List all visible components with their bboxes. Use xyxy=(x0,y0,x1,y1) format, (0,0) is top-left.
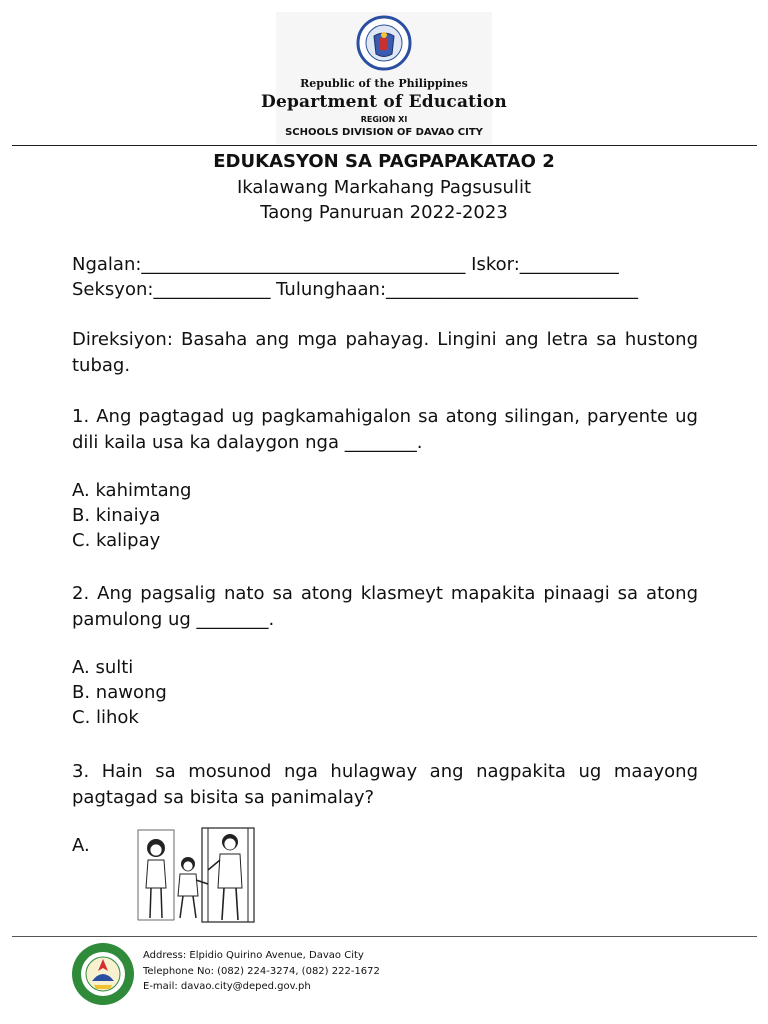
question-2-choice-a: A. sulti xyxy=(72,657,134,678)
republic-heading: Republic of the Philippines xyxy=(300,77,468,90)
footer-address: Address: Elpidio Quirino Avenue, Davao City xyxy=(143,950,364,961)
footer-divider xyxy=(12,936,757,937)
exam-title: Ikalawang Markahang Pagsusulit xyxy=(236,177,531,198)
question-2-choice-b: B. nawong xyxy=(72,682,167,703)
question-2: 2. Ang pagsalig nato sa atong klasmeyt mapakita pinaagi sa atong pamulong ug ________. xyxy=(72,583,698,630)
footer-email: E-mail: davao.city@deped.gov.ph xyxy=(143,981,311,992)
question-1: 1. Ang pagtagad ug pagkamahigalon sa atong silingan, paryente ug dili kaila usa ka dalaygon nga ________. xyxy=(72,406,698,453)
directions: Direksiyon: Basaha ang mga pahayag. Lingini ang letra sa hustong tubag. xyxy=(72,329,698,376)
visitor-greeting-illustration xyxy=(136,826,256,924)
name-score-line: Ngalan:____________________________________ Iskor:___________ xyxy=(72,254,619,275)
footer-telephone: Telephone No: (082) 224-3274, (082) 222-1672 xyxy=(143,966,380,977)
region-heading: REGION XI xyxy=(360,115,408,124)
question-3-choice-a: A. xyxy=(72,835,90,856)
header-divider xyxy=(12,145,757,146)
question-1-choice-a: A. kahimtang xyxy=(72,480,192,501)
question-3: 3. Hain sa mosunod nga hulagway ang nagpakita ug maayong pagtagad sa bisita sa panimalay? xyxy=(72,761,698,808)
davao-division-seal-icon xyxy=(70,941,136,1007)
question-1-choice-b: B. kinaiya xyxy=(72,505,161,526)
section-teacher-line: Seksyon:_____________ Tulunghaan:____________________________ xyxy=(72,279,639,300)
deped-seal-icon xyxy=(356,14,412,72)
department-heading: Department of Education xyxy=(261,92,507,112)
school-year: Taong Panuruan 2022-2023 xyxy=(260,202,508,223)
subject-title: EDUKASYON SA PAGPAPAKATAO 2 xyxy=(213,151,555,172)
division-heading: SCHOOLS DIVISION OF DAVAO CITY xyxy=(285,127,483,138)
question-2-choice-c: C. lihok xyxy=(72,707,139,728)
question-1-choice-c: C. kalipay xyxy=(72,530,161,551)
